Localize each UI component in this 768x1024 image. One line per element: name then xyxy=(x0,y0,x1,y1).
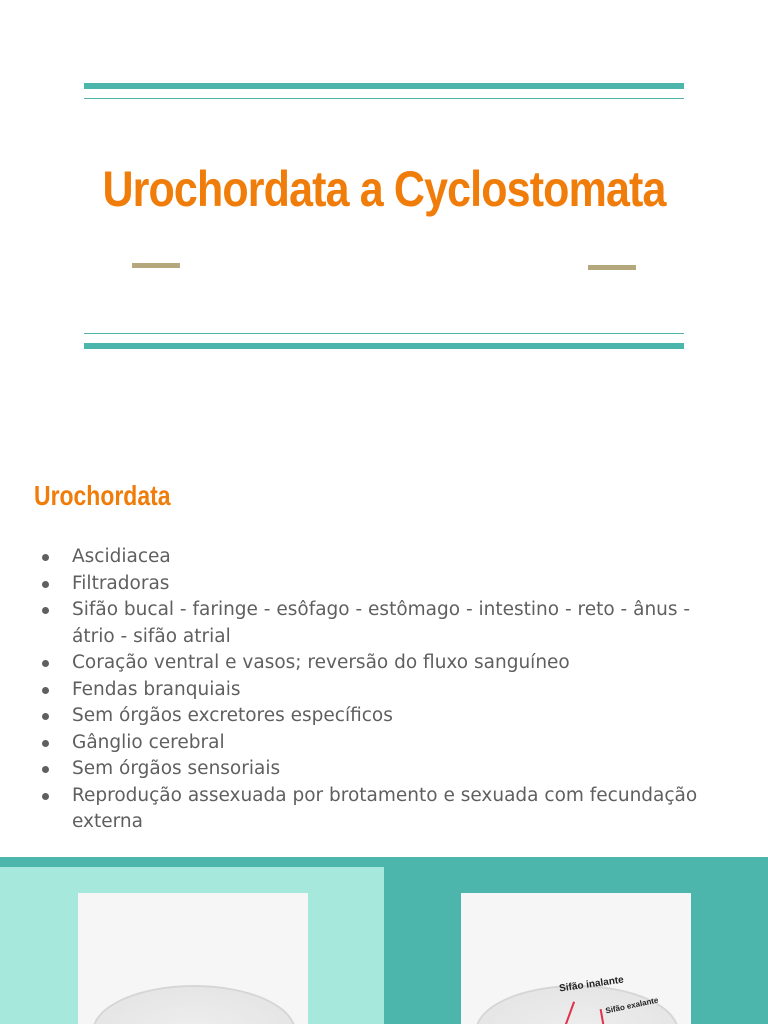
content-slide xyxy=(0,430,768,857)
list-item: Gânglio cerebral xyxy=(34,730,734,757)
right-specimen-photo xyxy=(461,893,691,1024)
left-accent-dash xyxy=(132,263,180,268)
bullet-list xyxy=(34,544,734,836)
bottom-thin-rule xyxy=(84,333,684,334)
bullet-icon xyxy=(42,713,49,720)
bullet-icon xyxy=(42,660,49,667)
list-item: Sem órgãos excretores específicos xyxy=(34,703,734,730)
bullet-icon xyxy=(42,766,49,773)
image-slide xyxy=(0,857,768,1024)
bullet-icon xyxy=(42,554,49,561)
bullet-icon xyxy=(42,607,49,614)
top-thin-rule xyxy=(84,98,684,99)
list-item: Reprodução assexuada por brotamento e sexuada com fecundação externa xyxy=(34,783,734,836)
bullet-icon xyxy=(42,793,49,800)
title-slide xyxy=(0,0,768,430)
list-item: Coração ventral e vasos; reversão do fluxo sanguíneo xyxy=(34,650,734,677)
bottom-thick-rule xyxy=(84,343,684,349)
left-specimen-photo xyxy=(78,893,308,1024)
list-item: Ascidiacea xyxy=(34,544,734,571)
bullet-icon xyxy=(42,581,49,588)
bullet-icon xyxy=(42,740,49,747)
list-item: Fendas branquiais xyxy=(34,677,734,704)
bullet-icon xyxy=(42,687,49,694)
exhalant-siphon-label: Sifão exalante xyxy=(604,995,660,1016)
list-item: Filtradoras xyxy=(34,571,734,598)
top-thick-rule xyxy=(84,83,684,89)
right-accent-dash xyxy=(588,265,636,270)
list-item: Sem órgãos sensoriais xyxy=(34,756,734,783)
section-heading: Urochordata xyxy=(34,480,171,511)
inhalant-siphon-label: Sifão inalante xyxy=(558,974,625,995)
list-item: Sifão bucal - faringe - esôfago - estômago - intestino - reto - ânus - átrio - sifão atrial xyxy=(34,597,734,650)
petri-dish xyxy=(92,985,296,1024)
slide-title: Urochordata a Cyclostomata xyxy=(102,161,666,217)
